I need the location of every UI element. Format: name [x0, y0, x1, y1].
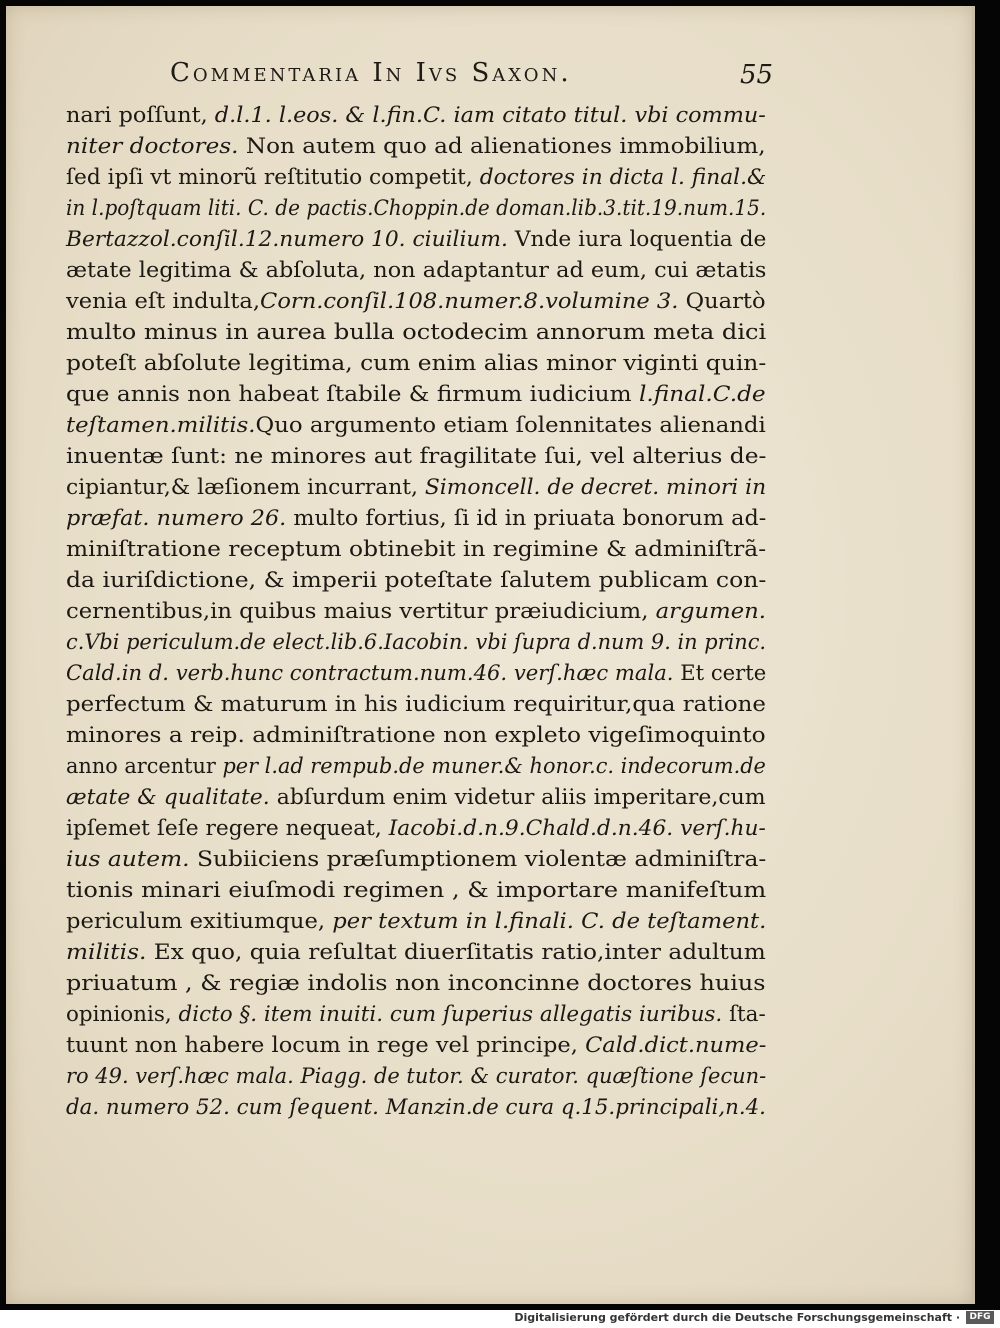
text-line: [66, 1092, 766, 1123]
text-line: [66, 1061, 767, 1092]
text-line: [66, 999, 765, 1030]
citation-segment: doctores in dicta l. final.&: [479, 165, 767, 190]
text-segment: Quo argumento etiam ſolennitates alienandi: [255, 413, 766, 438]
text-line: [66, 379, 821, 410]
text-line: [66, 844, 826, 875]
text-line: [66, 286, 801, 317]
text-segment: Quartò: [678, 289, 766, 314]
text-line: [66, 689, 812, 720]
text-segment: ſta-: [722, 1002, 766, 1027]
text-line: [66, 534, 826, 565]
text-line: [66, 906, 803, 937]
text-line: [66, 410, 807, 441]
text-line: [66, 751, 766, 782]
text-line: [66, 193, 767, 224]
text-line: [66, 348, 827, 379]
citation-segment: in l.poſtquam liti. C. de pactis.Choppin.de doman.lib.3.tit.19.num.15.: [66, 196, 767, 221]
page-number: 55: [740, 60, 774, 90]
text-segment: Et certe: [673, 661, 767, 686]
citation-segment: Cald.in d. verb.hunc contractum.num.46. verſ.hæc mala.: [66, 661, 674, 686]
funding-credit: Digitalisierung gefördert durch die Deutsche Forschungsgemeinschaft ·: [514, 1311, 960, 1324]
text-line: [66, 100, 793, 131]
text-segment: multo minus in aurea bulla octodecim annorum meta dici: [66, 320, 767, 345]
text-segment: Non autem quo ad alienationes immobilium,: [238, 134, 766, 159]
text-segment: ipſemet ſeſe regere nequeat,: [66, 816, 389, 841]
citation-segment: Cald.dict.nume-: [585, 1033, 767, 1058]
text-segment: nari poſſunt,: [66, 103, 215, 128]
text-segment: poteſt abſolute legitima, cum enim alias minor viginti quin-: [66, 351, 767, 376]
citation-segment: Iacobi.d.n.9.Chald.d.n.46. verſ.hu-: [388, 816, 766, 841]
citation-segment: l.final.C.de: [638, 382, 766, 407]
text-segment: perfectum & maturum in his iudicium requiritur,qua ratione: [66, 692, 766, 717]
text-line: [66, 658, 767, 689]
page-edge: [972, 6, 975, 1304]
citation-segment: Corn.conſil.108.numer.8.volumine 3.: [260, 289, 679, 314]
text-line: [66, 937, 822, 968]
citation-segment: Simoncell. de decret. minori in: [424, 475, 767, 500]
citation-segment: d.l.1. l.eos. & l.fin.C. iam citato titul. vbi commu-: [214, 103, 766, 128]
text-segment: priuatum , & regiæ indolis non inconcinne doctores huius: [66, 971, 766, 996]
text-segment: que annis non habeat ſtabile & firmum iudicium: [66, 382, 639, 407]
text-line: [66, 968, 843, 999]
text-segment: Ex quo, quia reſultat diuerſitatis ratio,inter adultum: [146, 940, 766, 965]
text-line: [66, 441, 826, 472]
citation-segment: c.Vbi periculum.de elect.lib.6.Iacobin. vbi ſupra d.num 9. in princ.: [66, 630, 767, 655]
dfg-logo-icon: DFG: [966, 1311, 994, 1324]
text-line: [66, 255, 795, 286]
citation-segment: Bertazzol.conſil.12.numero 10. ciuilium.: [66, 227, 508, 252]
text-line: [66, 627, 767, 658]
citation-segment: militis.: [66, 940, 147, 965]
citation-segment: ro 49. verſ.hæc mala. Piagg. de tutor. & curator. quæſtione ſecun-: [66, 1064, 767, 1089]
text-segment: Vnde iura loquentia de: [507, 227, 767, 252]
text-segment: Subiiciens præſumptionem violentæ adminiſtra-: [189, 847, 767, 872]
running-head: Commentaria In Ivs Saxon.: [170, 58, 572, 88]
text-line: [66, 162, 772, 193]
text-line: [66, 596, 805, 627]
text-line: [66, 1030, 800, 1061]
text-line: [66, 875, 850, 906]
text-line: [66, 565, 832, 596]
text-line: [66, 317, 850, 348]
text-segment: tionis minari eiuſmodi regimen , & importare manifeſtum: [66, 878, 767, 903]
text-line: [66, 720, 825, 751]
text-line: [66, 782, 780, 813]
citation-segment: per textum in l.finali. C. de teſtament.: [332, 909, 767, 934]
text-segment: miniſtratione receptum obtinebit in regimine & adminiſtrã-: [66, 537, 767, 562]
text-line: [66, 503, 792, 534]
citation-segment: ius autem.: [66, 847, 190, 872]
text-segment: inuentæ ſunt: ne minores aut fragilitate ſui, vel alterius de-: [66, 444, 767, 469]
citation-segment: da. numero 52. cum ſequent. Manzin.de cura q.15.principali,n.4.: [66, 1095, 766, 1120]
text-segment: anno arcentur: [66, 754, 223, 779]
text-segment: cipiantur,& læſionem incurrant,: [66, 475, 425, 500]
citation-segment: argumen.: [655, 599, 766, 624]
text-segment: cernentibus,in quibus maius vertitur præiudicium,: [66, 599, 656, 624]
text-segment: multo fortius, ſi id in priuata bonorum ad-: [286, 506, 767, 531]
text-line: [66, 131, 819, 162]
text-segment: tuunt non habere locum in rege vel principe,: [66, 1033, 586, 1058]
citation-segment: ætate & qualitate.: [66, 785, 270, 810]
citation-segment: præfat. numero 26.: [66, 506, 287, 531]
text-segment: venia eſt indulta,: [66, 289, 261, 314]
citation-segment: niter doctores.: [66, 134, 239, 159]
body-text: [66, 100, 766, 1123]
text-segment: abſurdum enim videtur aliis imperitare,cum: [269, 785, 766, 810]
text-segment: da iuriſdictione, & imperii poteſtate ſalutem publicam con-: [66, 568, 767, 593]
citation-segment: per l.ad rempub.de muner.& honor.c. indecorum.de: [222, 754, 766, 779]
text-segment: minores a reip. adminiſtratione non expleto vigeſimoquinto: [66, 723, 766, 748]
text-segment: opinionis,: [66, 1002, 179, 1027]
text-line: [66, 224, 773, 255]
text-segment: ſed ipſi vt minorũ reſtitutio competit,: [66, 165, 480, 190]
citation-segment: teſtamen.militis.: [66, 413, 256, 438]
text-segment: periculum exitiumque,: [66, 909, 333, 934]
text-line: [66, 813, 773, 844]
text-segment: ætate legitima & abſoluta, non adaptantur ad eum, cui ætatis: [66, 258, 767, 283]
citation-segment: dicto §. item inuiti. cum ſuperius allegatis iuribus.: [178, 1002, 723, 1027]
text-line: [66, 472, 775, 503]
